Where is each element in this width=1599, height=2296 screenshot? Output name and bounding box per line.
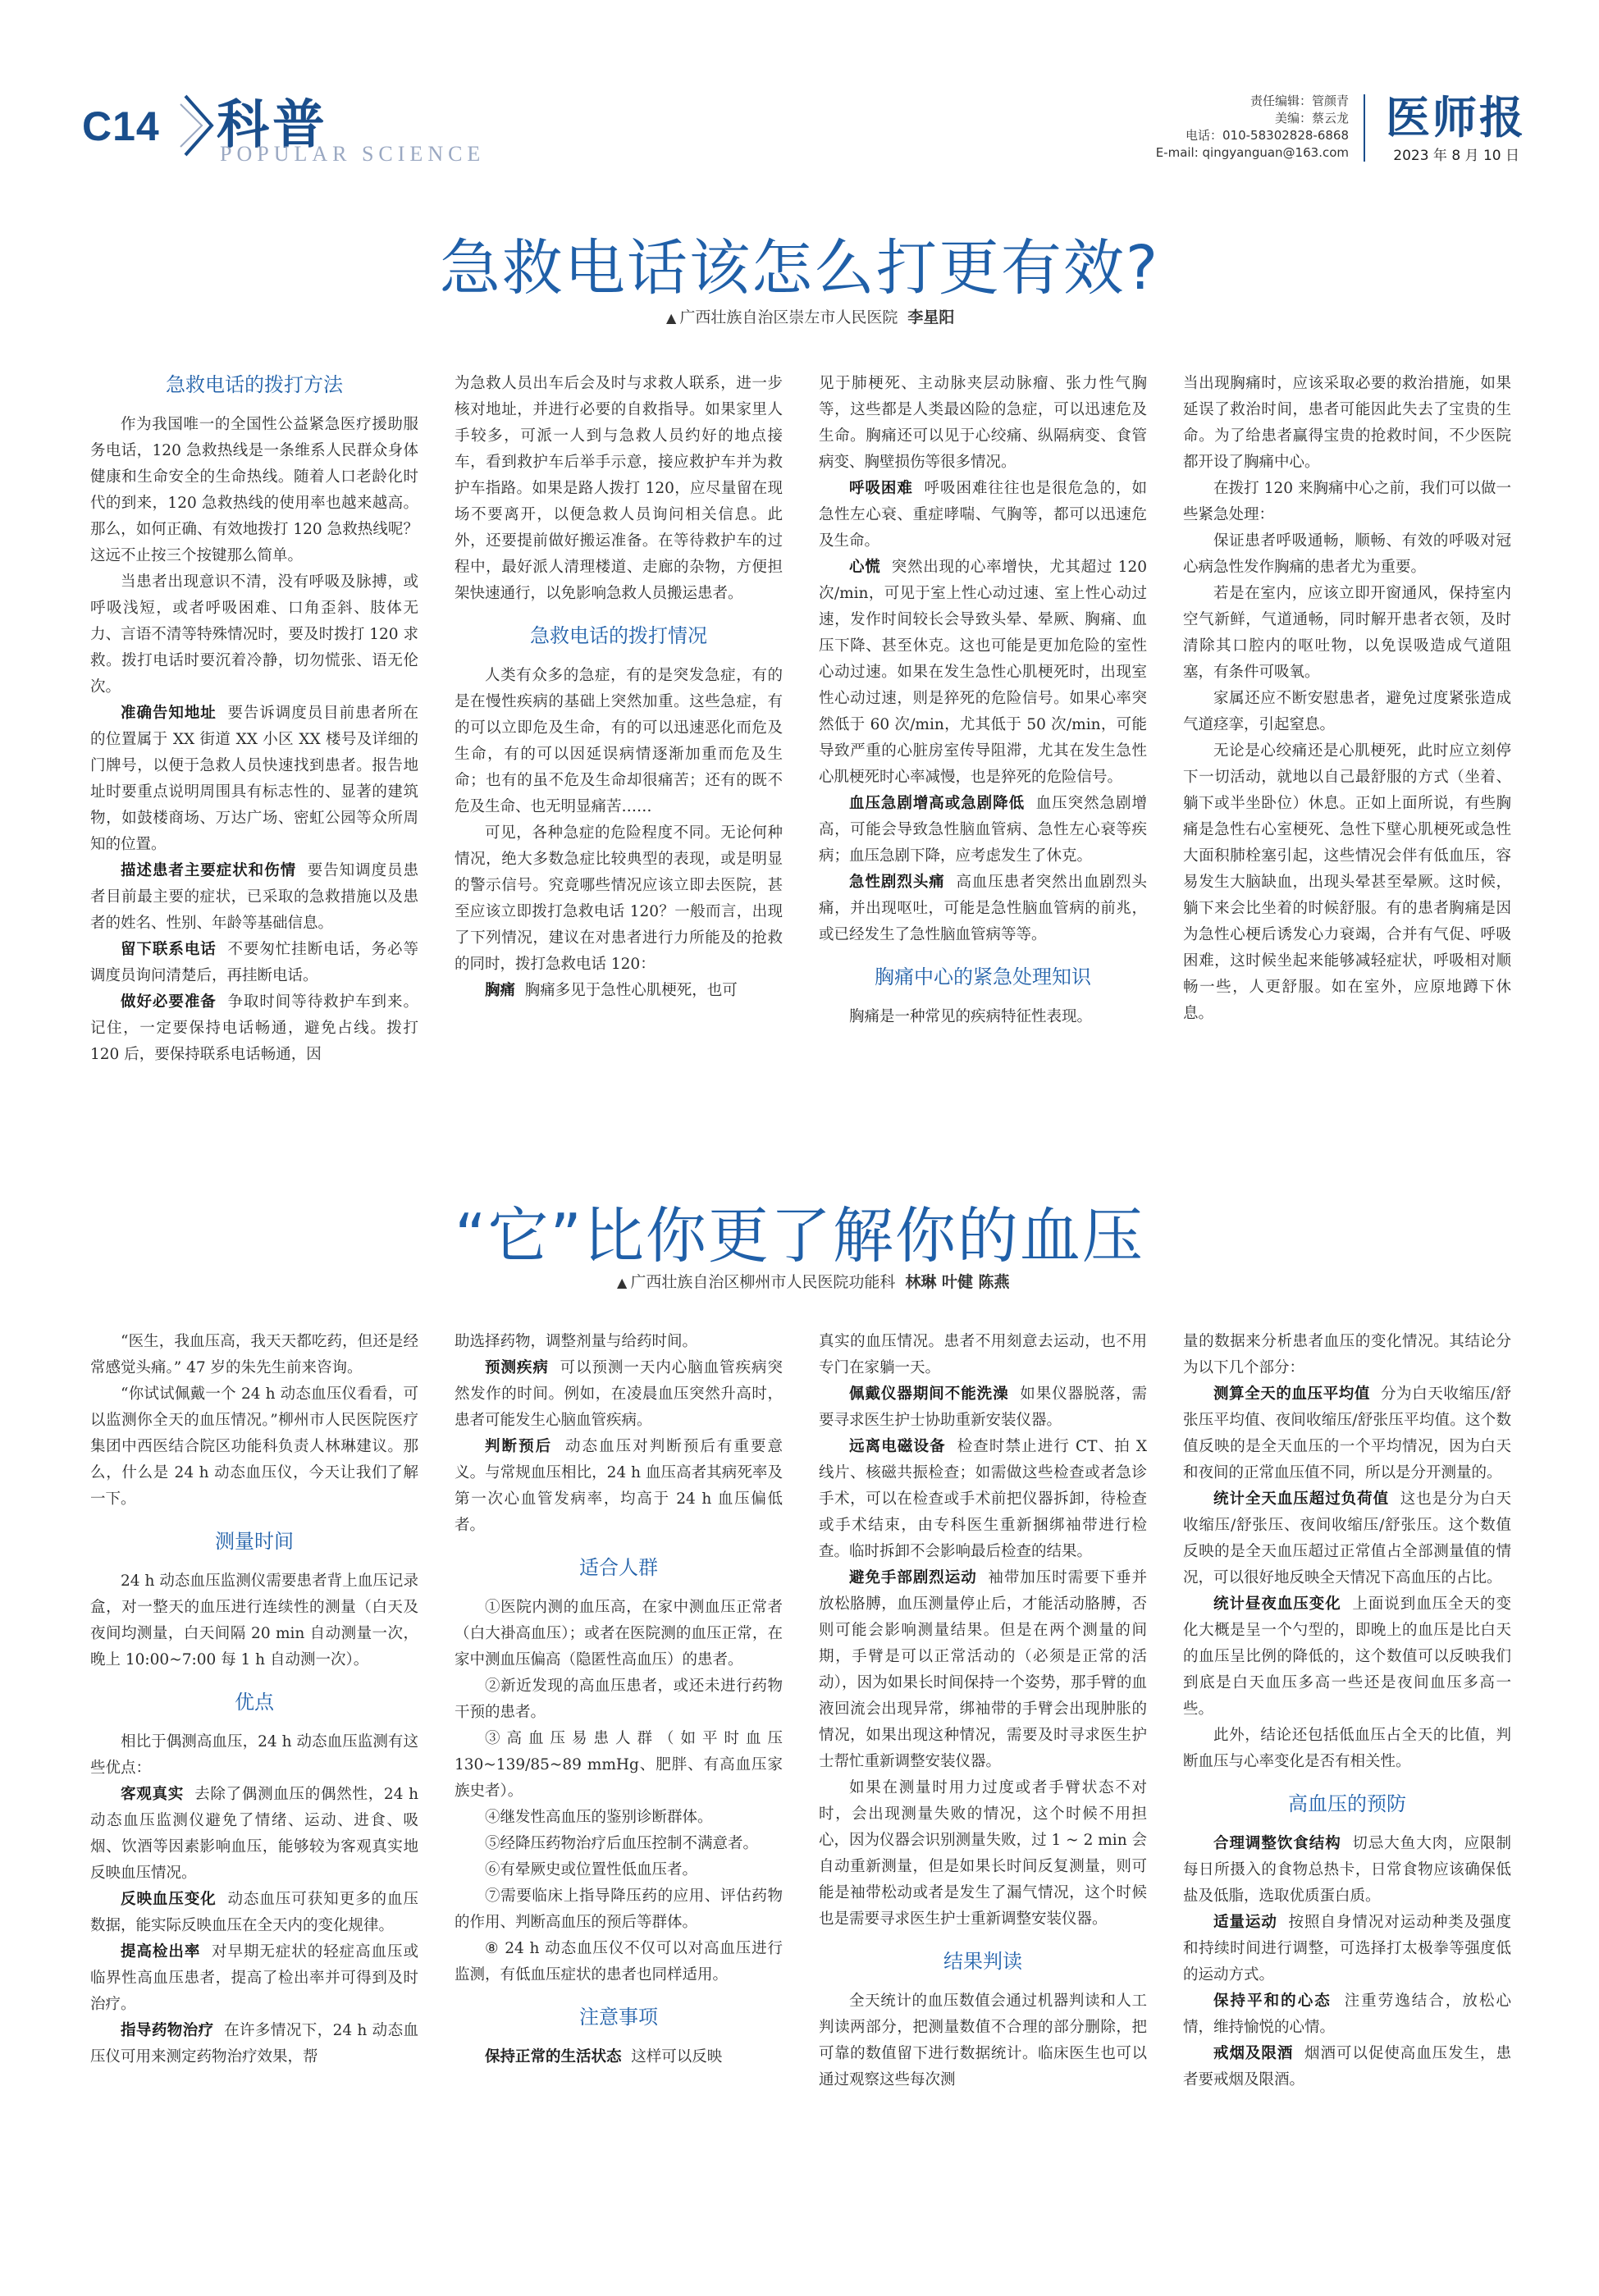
paragraph: 胸痛是一种常见的疾病特征性表现。: [849, 1008, 1093, 1025]
paragraph: 为急救人员出车后会及时与求救人联系，进一步核对地址，并进行必要的自救指导。如果家里人手较多，可派一人到与急救人员约好的地点接车，看到救护车后举手示意，接应救护车并为救护车指路。如果是路人拨打 120，应尽量留在现场不要离开，以便急救人员询问相关信息。此外，还要提前做好搬运准备。在等待救护车的过程中，最好派人清理楼道、走廊的杂物，方便担架快速通行，以免影响急救人员搬运患者。: [455, 375, 783, 602]
lead-in: 反映血压变化: [121, 1891, 217, 1908]
paragraph: 预测疾病 可以预测一天内心脑血管疾病突然发作的时间。例如，在凌晨血压突然升高时，患者可能发生心脑血管疾病。: [455, 1359, 783, 1429]
lead-in: 统计全天血压超过负荷值: [1213, 1490, 1390, 1508]
paragraph: 全天统计的血压数值会通过机器判读和人工判读两部分，把测量数值不合理的部分删除，把可靠的数值留下进行数据统计。临床医生也可以通过观察这些每次测: [819, 1992, 1147, 2088]
paragraph: 统计全天血压超过负荷值 这也是分为白天收缩压/舒张压、夜间收缩压/舒张压。这个数值反映的是全天血压超过正常值占全部测量值的情况，可以很好地反映全天情况下高血压的占比。: [1183, 1490, 1511, 1586]
list-item: ⑦需要临床上指导降压药的应用、评估药物的作用、判断高血压的预后等群体。: [455, 1887, 783, 1931]
article2-byline: [617, 1270, 1010, 1292]
lead-in: 保持平和的心态: [1213, 1992, 1332, 2010]
paragraph: 判断预后 动态血压对判断预后有重要意义。与常规血压相比，24 h 血压高者其病死率及第一次心血管发病率，均高于 24 h 血压偏低者。: [455, 1438, 783, 1534]
newspaper-logo: 医师报: [1386, 92, 1526, 144]
paragraph: 心慌 突然出现的心率增快，尤其超过 120 次/min，可见于室上性心动过速、室上性心动过速，发作时间较长会导致头晕、晕厥、胸痛、血压下降、甚至休克。这也可能是更加危险的室性心动过速。如果在发生急性心肌梗死时，出现室性心动过速，则是猝死的危险信号。如果心率突然低于 60 次/min，尤其低于 50 次/min，可能导致严重的心脏房室传导阻滞，尤其在发生急性心肌梗死时心率减慢，也是猝死的危险信号。: [819, 559, 1147, 786]
lead-in: 指导药物治疗: [121, 2022, 214, 2039]
article1-column-1: [90, 371, 418, 1158]
subheading: 测量时间: [215, 1530, 294, 1553]
paragraph: 避免手部剧烈运动 袖带加压时需要下垂并放松胳膊，血压测量停止后，才能活动胳膊，否则可能会影响测量结果。但是在两个测量的间期，手臂是可以正常活动的（必须是正常的活动），因为如果长时间保持一个姿势，那手臂的血液回流会出现异常，绑袖带的手臂会出现肿胀的情况，如果出现这种情况，需要及时寻求医生护士帮忙重新调整安装仪器。: [819, 1569, 1147, 1770]
paragraph: 描述患者主要症状和伤情 要告知调度员患者目前最主要的症状，已采取的急救措施以及患者的姓名、性别、年龄等基础信息。: [90, 862, 418, 932]
paragraph: 真实的血压情况。患者不用刻意去运动，也不用专门在家躺一天。: [819, 1333, 1147, 1376]
paragraph: 客观真实 去除了偶测血压的偶然性，24 h 动态血压监测仪避免了情绪、运动、进食、吸烟、饮酒等因素影响血压，能够较为客观真实地反映血压情况。: [90, 1786, 418, 1882]
lead-in: 呼吸困难: [849, 480, 913, 497]
paragraph: 家属还应不断安慰患者，避免过度紧张造成气道痉挛，引起窒息。: [1183, 690, 1511, 733]
subheading: 急救电话的拨打情况: [530, 624, 707, 647]
paragraph: 做好必要准备 争取时间等待救护车到来。记住，一定要保持电话畅通，避免占线。拨打 120 后，要保持联系电话畅通，因: [90, 993, 418, 1063]
paragraph: 远离电磁设备 检查时禁止进行 CT、拍 X 线片、核磁共振检查；如需做这些检查或者急诊手术，可以在检查或手术前把仪器拆卸，待检查或手术结束，由专科医生重新捆绑袖带进行检查。临时拆卸不会影响最后检查的结果。: [819, 1438, 1147, 1560]
lead-in: 合理调整饮食结构: [1213, 1835, 1341, 1852]
list-item: ③高血压易患人群（如平时血压 130~139/85~89 mmHg、肥胖、有高血压家族史者）。: [455, 1730, 783, 1800]
masthead: [82, 78, 1526, 168]
lead-in: 客观真实: [121, 1786, 184, 1803]
paragraph: 无论是心绞痛还是心肌梗死，此时应立刻停下一切活动，就地以自己最舒服的方式（坐着、躺下或半坐卧位）休息。正如上面所说，有些胸痛是急性右心室梗死、急性下壁心肌梗死或急性大面积肺栓塞引起，这些情况会伴有低血压，容易发生大脑缺血，出现头晕甚至晕厥。这时候，躺下来会比坐着的时候舒服。有的患者胸痛是因为急性心梗后诱发心力衰竭，合并有气促、呼吸困难，这时候坐起来能够减轻症状，呼吸相对顺畅一些，人更舒服。如在室外，应原地蹲下休息。: [1183, 742, 1511, 1022]
list-item: ④继发性高血压的鉴别诊断群体。: [485, 1809, 713, 1826]
paragraph: 准确告知地址 要告诉调度员目前患者所在的位置属于 XX 街道 XX 小区 XX 楼号及详细的门牌号，以便于急救人员快速找到患者。报告地址时要重点说明周围具有标志性的、显著的建筑物，如鼓楼商场、万达广场、密虹公园等众所周知的位置。: [90, 705, 418, 853]
triangle-icon: ▲: [617, 1275, 628, 1290]
paragraph: “你试试佩戴一个 24 h 动态血压仪看看，可以监测你全天的血压情况。”柳州市人民医院医疗集团中西医结合院区功能科负责人林琳建议。那么，什么是 24 h 动态血压仪，今天让我们了解一下。: [90, 1385, 418, 1508]
paragraph: 人类有众多的急症，有的是突发急症，有的是在慢性疾病的基础上突然加重。这些急症，有的可以立即危及生命，有的可以迅速恶化而危及生命，有的可以因延误病情逐渐加重而危及生命；也有的虽不危及生命却很痛苦；还有的既不危及生命、也无明显痛苦……: [455, 667, 783, 815]
subheading: 注意事项: [579, 2006, 658, 2029]
editor-line: 电话：010-58302828-6868: [1186, 128, 1349, 143]
chevron-right-icon: [179, 93, 217, 158]
article1-byline: [666, 305, 954, 327]
paragraph: 胸痛 胸痛多见于急性心肌梗死，也可: [485, 982, 738, 999]
paragraph: 急性剧烈头痛 高血压患者突然出血剧烈头痛，并出现呕吐，可能是急性脑血管病的前兆，或已经发生了急性脑血管病等等。: [819, 874, 1147, 943]
paragraph: 血压急剧增高或急剧降低 血压突然急剧增高，可能会导致急性脑血管病、急性左心衰等疾病；血压急剧下降，应考虑发生了休克。: [819, 795, 1147, 865]
subheading: 结果判读: [943, 1950, 1022, 1973]
article1-headline: 急救电话该怎么打更有效?: [439, 233, 1160, 304]
paragraph: 佩戴仪器期间不能洗澡 如果仪器脱落，需要寻求医生护士协助重新安装仪器。: [819, 1385, 1147, 1429]
paragraph: 指导药物治疗 在许多情况下，24 h 动态血压仪可用来测定药物治疗效果，帮: [90, 2022, 418, 2065]
lead-in: 佩戴仪器期间不能洗澡: [849, 1385, 1009, 1403]
section-title: 科普: [217, 95, 328, 156]
paragraph: 24 h 动态血压监测仪需要患者背上血压记录盒，对一整天的血压进行连续性的测量（白天及夜间均测量，白天间隔 20 min 自动测量一次，晚上 10:00~7:00 每 1 h 自动测一次）。: [90, 1573, 418, 1668]
subheading: 适合人群: [579, 1556, 658, 1579]
list-item: ⑧ 24 h 动态血压仪不仅可以对高血压进行监测，有低血压症状的患者也同样适用。: [455, 1940, 783, 1983]
paragraph: 适量运动 按照自身情况对运动种类及强度和持续时间进行调整，可选择打太极拳等强度低的运动方式。: [1183, 1914, 1511, 1983]
list-item: ⑥有晕厥史或位置性低血压者。: [485, 1861, 698, 1878]
editor-line: 责任编辑：管颜青: [1250, 94, 1349, 108]
lead-in: 留下联系电话: [121, 941, 217, 958]
lead-in: 描述患者主要症状和伤情: [121, 862, 297, 879]
divider: [1364, 94, 1365, 162]
paragraph: 当患者出现意识不清，没有呼吸及脉搏，或呼吸浅短，或者呼吸困难、口角歪斜、肢体无力、言语不清等特殊情况时，要及时拨打 120 求救。拨打电话时要沉着冷静，切勿慌张、语无伦次。: [90, 573, 418, 696]
lead-in: 远离电磁设备: [849, 1438, 946, 1455]
paragraph: 相比于偶测高血压，24 h 动态血压监测有这些优点：: [90, 1733, 418, 1777]
lead-in: 判断预后: [485, 1438, 553, 1455]
article2-column-1: [90, 1329, 418, 2239]
subheading: 优点: [235, 1691, 274, 1714]
paragraph: 提高检出率 对早期无症状的轻症高血压或临界性高血压患者，提高了检出率并可得到及时治疗。: [90, 1943, 418, 2013]
lead-in: 统计昼夜血压变化: [1213, 1595, 1341, 1613]
editor-info: [1156, 93, 1349, 162]
article1-column-4: [1183, 371, 1511, 1027]
paragraph: 保证患者呼吸通畅，顺畅、有效的呼吸对冠心病急性发作胸痛的患者尤为重要。: [1183, 532, 1511, 576]
paragraph: 见于肺梗死、主动脉夹层动脉瘤、张力性气胸等，这些都是人类最凶险的急症，可以迅速危及生命。胸痛还可以见于心绞痛、纵隔病变、食管病变、胸壁损伤等很多情况。: [819, 375, 1147, 471]
lead-in: 做好必要准备: [121, 993, 217, 1011]
subheading: 高血压的预防: [1288, 1792, 1406, 1815]
list-item: ②新近发现的高血压患者，或还未进行药物干预的患者。: [455, 1677, 783, 1721]
subheading: 胸痛中心的紧急处理知识: [875, 965, 1091, 988]
list-item: ⑤经降压药物治疗后血压控制不满意者。: [485, 1835, 759, 1852]
paragraph: 如果在测量时用力过度或者手臂状态不对时，会出现测量失败的情况，这个时候不用担心，因为仪器会识别测量失败，过 1 ~ 2 min 会自动重新测量，但是如果长时间反复测量，则可能是袖带松动或者是发生了漏气情况，这个时候也是需要寻求医生护士重新调整安装仪器。: [819, 1779, 1147, 1928]
paragraph: 若是在室内，应该立即开窗通风，保持室内空气新鲜，气道通畅，同时解开患者衣领，及时清除其口腔内的呕吐物，以免误吸造成气道阻塞，有条件可吸氧。: [1183, 585, 1511, 681]
paragraph: “医生，我血压高，我天天都吃药，但还是经常感觉头痛。” 47 岁的朱先生前来咨询。: [90, 1333, 418, 1376]
issue-date: 2023 年 8 月 10 日: [1393, 148, 1519, 164]
article1-column-3: [819, 371, 1147, 1030]
article2-column-4: [1183, 1329, 1511, 2239]
lead-in: 胸痛: [485, 982, 516, 999]
page-number: C14: [82, 103, 160, 149]
byline-authors: 李星阳: [907, 308, 955, 326]
byline-org: 广西壮族自治区崇左市人民医院: [679, 308, 898, 326]
paragraph: 反映血压变化 动态血压可获知更多的血压数据，能实际反映血压在全天内的变化规律。: [90, 1891, 418, 1934]
subheading: 急救电话的拨打方法: [166, 373, 343, 396]
lead-in: 测算全天的血压平均值: [1213, 1385, 1370, 1403]
article1-column-2: [455, 371, 783, 1004]
paragraph: 量的数据来分析患者血压的变化情况。其结论分为以下几个部分：: [1183, 1333, 1511, 1376]
byline-authors: 林琳 叶健 陈燕: [905, 1273, 1010, 1291]
lead-in: 戒烟及限酒: [1213, 2045, 1294, 2062]
paragraph: 合理调整饮食结构 切忌大鱼大肉，应限制每日所摄入的食物总热卡，日常食物应该确保低盐及低脂，选取优质蛋白质。: [1183, 1835, 1511, 1905]
paragraph: 在拨打 120 来胸痛中心之前，我们可以做一些紧急处理：: [1183, 480, 1511, 523]
paragraph: 呼吸困难 呼吸困难往往也是很危急的，如急性左心衰、重症哮喘、气胸等，都可以迅速危及生命。: [819, 480, 1147, 550]
article2-headline: “它”比你更了解你的血压: [455, 1201, 1144, 1271]
paragraph: 保持平和的心态 注重劳逸结合，放松心情，维持愉悦的心情。: [1183, 1992, 1511, 2036]
editor-line: E-mail: qingyanguan@163.com: [1155, 145, 1349, 160]
lead-in: 适量运动: [1213, 1914, 1277, 1931]
byline-org: 广西壮族自治区柳州市人民医院功能科: [630, 1273, 896, 1291]
paragraph: 助选择药物，调整剂量与给药时间。: [455, 1333, 698, 1350]
lead-in: 急性剧烈头痛: [849, 874, 945, 891]
article2-column-2: [455, 1329, 783, 2239]
lead-in: 心慌: [849, 559, 881, 576]
paragraph: 作为我国唯一的全国性公益紧急医疗援助服务电话，120 急救热线是一条维系人民群众身体健康和生命安全的生命热线。随着人口老龄化时代的到来，120 急救热线的使用率也越来越高。那么，如何正确、有效地拨打 120 急救热线呢？这远不止按三个按键那么简单。: [90, 416, 418, 564]
lead-in: 避免手部剧烈运动: [849, 1569, 977, 1586]
article2-column-3: [819, 1329, 1147, 2239]
paragraph: 此外，结论还包括低血压占全天的比值，判断血压与心率变化是否有相关性。: [1183, 1727, 1511, 1770]
lead-in: 保持正常的生活状态: [485, 2048, 622, 2065]
paragraph: 留下联系电话 不要匆忙挂断电话，务必等调度员询问清楚后，再挂断电话。: [90, 941, 418, 984]
editor-line: 美编：蔡云龙: [1274, 111, 1349, 126]
lead-in: 提高检出率: [121, 1943, 201, 1961]
paragraph: 戒烟及限酒 烟酒可以促使高血压发生，患者要戒烟及限酒。: [1183, 2045, 1511, 2088]
paragraph: 可见，各种急症的危险程度不同。无论何种情况，绝大多数急症比较典型的表现，或是明显的警示信号。究竟哪些情况应该立即去医院，甚至应该立即拨打急救电话 120？一般而言，出现了下列情况，建议在对患者进行力所能及的抢救的同时，拨打急救电话 120：: [455, 824, 783, 973]
list-item: ①医院内测的血压高，在家中测血压正常者（白大褂高血压）；或者在医院测的血压正常，在家中测血压偏高（隐匿性高血压）的患者。: [455, 1599, 783, 1668]
paragraph: 当出现胸痛时，应该采取必要的救治措施，如果延误了救治时间，患者可能因此失去了宝贵的生命。为了给患者赢得宝贵的抢救时间，不少医院都开设了胸痛中心。: [1183, 375, 1511, 471]
lead-in: 血压急剧增高或急剧降低: [849, 795, 1026, 812]
triangle-icon: ▲: [666, 310, 677, 326]
paragraph: 测算全天的血压平均值 分为白天收缩压/舒张压平均值、夜间收缩压/舒张压平均值。这个数值反映的是全天血压的一个平均情况，因为白天和夜间的正常血压值不同，所以是分开测量的。: [1183, 1385, 1511, 1481]
lead-in: 准确告知地址: [121, 705, 217, 722]
paragraph: 统计昼夜血压变化 上面说到血压全天的变化大概是呈一个勺型的，即晚上的血压是比白天的血压呈比例的降低的，这个数值可以反映我们到底是白天血压多高一些还是夜间血压多高一些。: [1183, 1595, 1511, 1718]
paragraph: 保持正常的生活状态 这样可以反映: [485, 2048, 723, 2065]
lead-in: 预测疾病: [485, 1359, 549, 1376]
section-subtitle: POPULAR SCIENCE: [220, 142, 486, 166]
